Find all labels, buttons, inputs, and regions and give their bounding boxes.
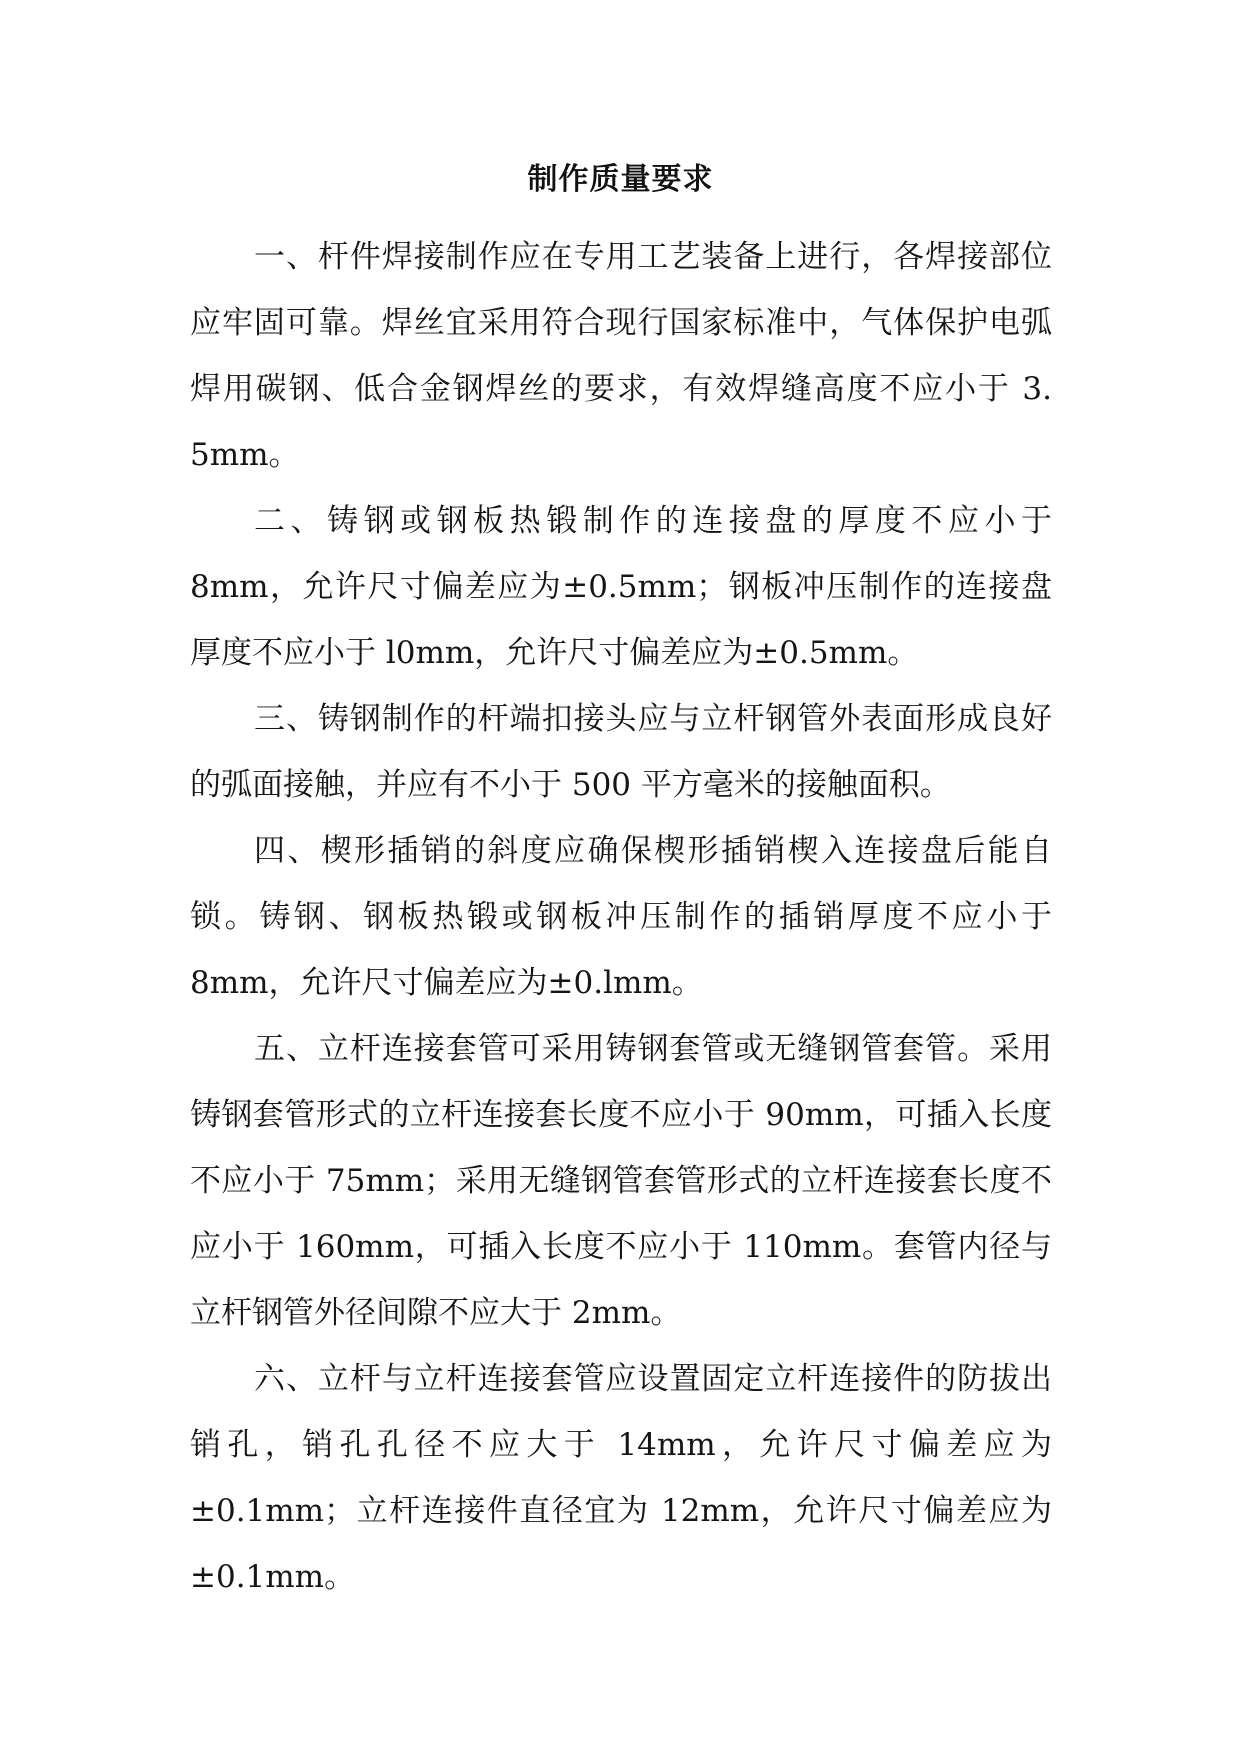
paragraph-4: 四、楔形插销的斜度应确保楔形插销楔入连接盘后能自锁。铸钢、钢板热锻或钢板冲压制作的插销厚度不应小于 8mm，允许尺寸偏差应为±0.lmm。 (190, 833, 1052, 1001)
paragraph-1: 一、杆件焊接制作应在专用工艺装备上进行，各焊接部位应牢固可靠。焊丝宜采用符合现行国家标准中，气体保护电弧焊用碳钢、低合金钢焊丝的要求，有效焊缝高度不应小于 3. 5mm。 (190, 239, 1052, 473)
document-title: 制作质量要求 (527, 162, 714, 197)
paragraph-6: 六、立杆与立杆连接套管应设置固定立杆连接件的防拔出销孔，销孔孔径不应大于 14mm，允许尺寸偏差应为±0.1mm；立杆连接件直径宜为 12mm，允许尺寸偏差应为±0.1mm。 (190, 1361, 1052, 1595)
paragraph-3: 三、铸钢制作的杆端扣接头应与立杆钢管外表面形成良好的弧面接触，并应有不小于 500 平方毫米的接触面积。 (190, 701, 1052, 803)
paragraph-2: 二、铸钢或钢板热锻制作的连接盘的厚度不应小于 8mm，允许尺寸偏差应为±0.5mm；钢板冲压制作的连接盘厚度不应小于 l0mm，允许尺寸偏差应为±0.5mm。 (190, 503, 1052, 671)
document-body (190, 224, 1052, 1610)
paragraph-5: 五、立杆连接套管可采用铸钢套管或无缝钢管套管。采用铸钢套管形式的立杆连接套长度不应小于 90mm，可插入长度不应小于 75mm；采用无缝钢管套管形式的立杆连接套长度不应小于 160mm，可插入长度不应小于 110mm。套管内径与立杆钢管外径间隙不应大于 2mm。 (190, 1031, 1052, 1331)
